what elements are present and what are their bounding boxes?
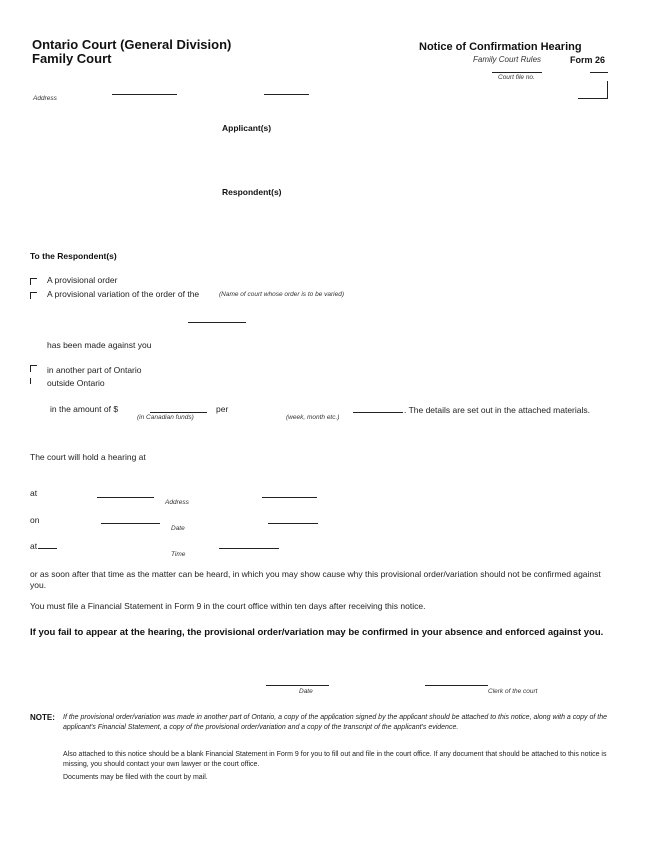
form-title: Notice of Confirmation Hearing [419,41,582,53]
court-name: Ontario Court (General Division) [32,37,232,52]
court-file-line[interactable] [492,72,542,73]
applicants-label: Applicant(s) [222,123,272,133]
hearing-time-field-2[interactable] [219,548,279,549]
court-file-line-2[interactable] [590,72,608,73]
address-field-1[interactable] [112,94,177,95]
period-note: (week, month etc.) [286,414,340,421]
hearing-at-label: at [30,488,38,498]
date-signature-label: Date [299,688,313,695]
note-paragraph-3: Documents may be filed with the court by mail. [63,774,208,781]
court-file-label: Court file no. [498,74,535,81]
outside-ontario-checkbox[interactable] [30,378,37,384]
outside-ontario-label: outside Ontario [47,378,105,388]
hearing-on-label: on [30,515,40,525]
clerk-signature-line[interactable] [425,685,488,686]
date-signature-line[interactable] [266,685,329,686]
hearing-day-field[interactable] [101,523,160,524]
amount-field[interactable] [150,412,207,413]
address-field-2[interactable] [264,94,309,95]
hearing-time-field-1[interactable] [38,548,57,549]
clerk-signature-label: Clerk of the court [488,688,538,695]
provisional-order-label: A provisional order [47,275,118,285]
another-part-label: in another part of Ontario [47,365,142,375]
hearing-date-field[interactable] [268,523,318,524]
to-respondents-heading: To the Respondent(s) [30,251,117,261]
hearing-time-label: at [30,541,38,551]
hearing-date-note: Date [171,525,185,532]
address-label: Address [33,95,57,102]
respondents-label: Respondent(s) [222,187,282,197]
court-hearing-text: The court will hold a hearing at [30,452,146,462]
another-part-checkbox[interactable] [30,365,37,372]
court-name-field[interactable] [188,322,246,323]
note-paragraph-2: Also attached to this notice should be a blank Financial Statement in Form 9 for you to fill out and file in the court office. If any document that should be attached to this notice is missing, you should contact your own lawyer or the court office. [63,751,607,768]
hearing-place-field[interactable] [97,497,154,498]
details-text: . The details are set out in the attached materials. [404,405,591,415]
rules-label: Family Court Rules [473,55,542,64]
made-against-text: has been made against you [47,340,152,350]
court-file-box[interactable] [578,81,608,99]
form-number: Form 26 [570,55,606,65]
note-paragraph-1: If the provisional order/variation was made in another part of Ontario, a copy of the application signed by the applicant should be attached to this notice, along with a copy of the applicant's Financial Statement, a copy of the provisional order/variation and a copy of the transcript of the applicant's evidence. [63,714,608,731]
financial-paragraph: You must file a Financial Statement in Form 9 in the court office within ten days after receiving this notice. [30,601,426,611]
hearing-address-note: Address [165,499,189,506]
variation-note: (Name of court whose order is to be varied) [219,291,344,298]
hearing-time-note: Time [171,551,186,558]
amount-prefix: in the amount of $ [50,404,119,414]
currency-note: (in Canadian funds) [137,414,194,421]
provisional-order-checkbox[interactable] [30,278,37,285]
provisional-variation-label: A provisional variation of the order of the [47,289,200,299]
period-field[interactable] [353,412,403,413]
warning-paragraph: If you fail to appear at the hearing, the provisional order/variation may be confirmed in your absence and enforced against you. [30,627,604,638]
court-division: Family Court [32,51,112,66]
note-label: NOTE: [30,713,55,722]
per-label: per [216,404,229,414]
soon-paragraph: or as soon after that time as the matter can be heard, in which you may show cause why this provisional order/variation should not be confirmed against you. [30,569,601,590]
provisional-variation-checkbox[interactable] [30,292,37,299]
hearing-address-field[interactable] [262,497,317,498]
